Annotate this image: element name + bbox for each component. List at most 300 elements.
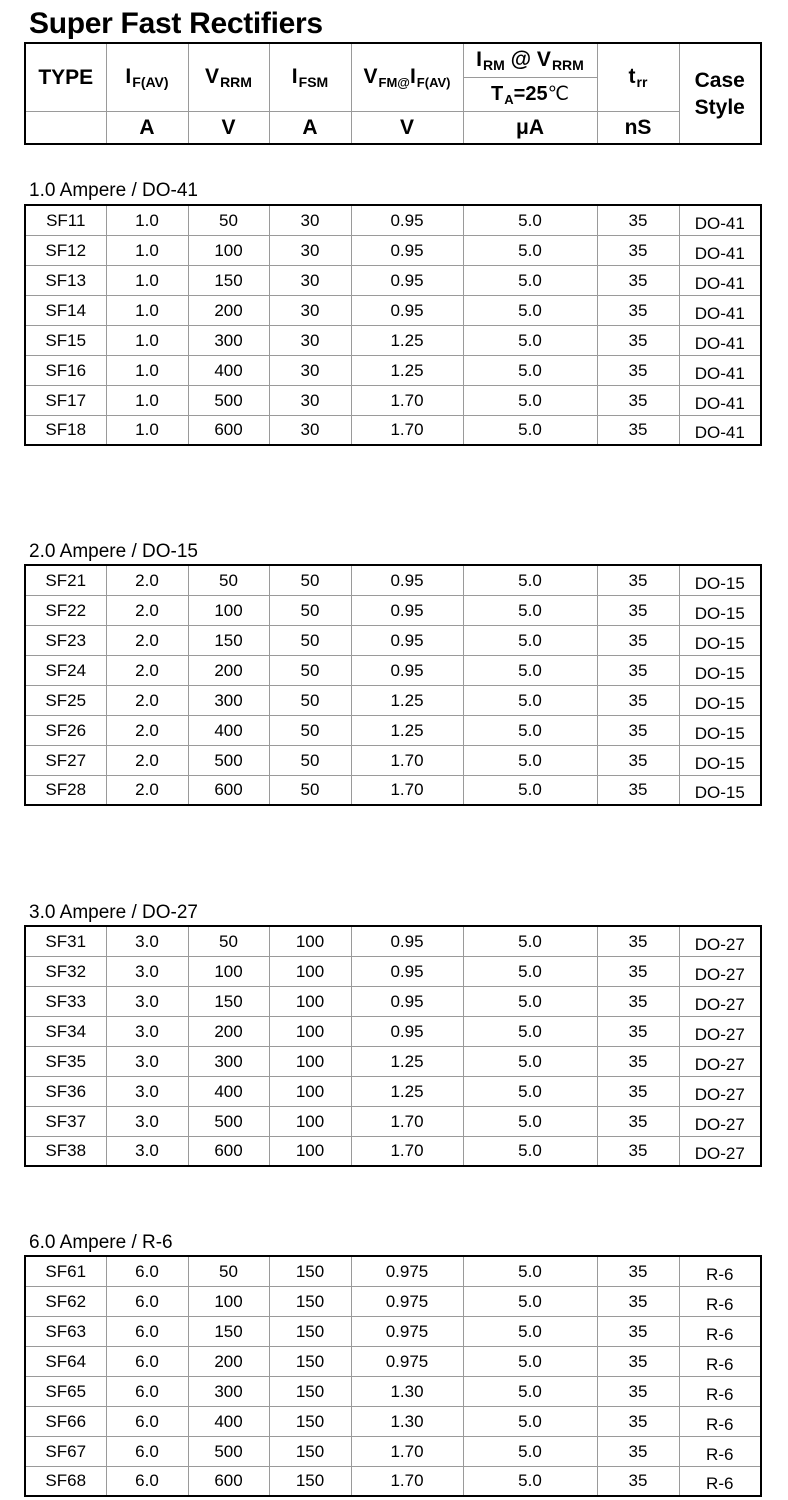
cell-case-style: DO-41	[679, 355, 761, 385]
table-row	[25, 1016, 761, 1046]
cell-case-style: DO-27	[679, 956, 761, 986]
cell-ifsm: 100	[269, 1106, 351, 1136]
unit-vfm: V	[351, 112, 463, 144]
table-row	[25, 235, 761, 265]
cell-trr: 35	[597, 385, 679, 415]
cell-type: SF23	[25, 625, 106, 655]
cell-ifsm: 150	[269, 1466, 351, 1496]
cell-type: SF15	[25, 325, 106, 355]
cell-vrrm: 200	[188, 295, 269, 325]
cell-case-style: DO-27	[679, 1016, 761, 1046]
cell-trr: 35	[597, 1136, 679, 1166]
cell-if-av: 3.0	[106, 1016, 188, 1046]
cell-ifsm: 30	[269, 295, 351, 325]
cell-case-style: R-6	[679, 1406, 761, 1436]
cell-case-style: DO-15	[679, 715, 761, 745]
cell-type: SF65	[25, 1376, 106, 1406]
table-row	[25, 565, 761, 595]
table-row	[25, 926, 761, 956]
cell-type: SF62	[25, 1286, 106, 1316]
cell-if-av: 6.0	[106, 1406, 188, 1436]
section-label: 1.0 Ampere / DO-41	[29, 180, 198, 201]
table-row	[25, 415, 761, 445]
table-row	[25, 325, 761, 355]
cell-vfm: 1.70	[351, 1136, 463, 1166]
cell-type: SF24	[25, 655, 106, 685]
cell-if-av: 1.0	[106, 355, 188, 385]
cell-vfm: 0.975	[351, 1286, 463, 1316]
cell-vfm: 0.95	[351, 655, 463, 685]
cell-vfm: 1.25	[351, 1076, 463, 1106]
table-row	[25, 655, 761, 685]
page-title: Super Fast Rectifiers	[29, 7, 323, 40]
cell-type: SF38	[25, 1136, 106, 1166]
cell-case-style: DO-41	[679, 415, 761, 445]
cell-vfm: 1.70	[351, 745, 463, 775]
cell-vrrm: 100	[188, 956, 269, 986]
table-row	[25, 595, 761, 625]
col-header-vfm: $V_{FM@}I_{F(AV)}$	[351, 43, 463, 112]
cell-irm: 5.0	[463, 1406, 597, 1436]
cell-trr: 35	[597, 775, 679, 805]
cell-vrrm: 150	[188, 265, 269, 295]
cell-irm: 5.0	[463, 775, 597, 805]
cell-if-av: 2.0	[106, 745, 188, 775]
spec-table	[24, 204, 762, 446]
cell-type: SF26	[25, 715, 106, 745]
cell-case-style: DO-15	[679, 565, 761, 595]
cell-vfm: 0.95	[351, 565, 463, 595]
cell-vrrm: 400	[188, 1406, 269, 1436]
cell-trr: 35	[597, 926, 679, 956]
section-label: 6.0 Ampere / R-6	[29, 1232, 173, 1253]
cell-vfm: 0.95	[351, 926, 463, 956]
cell-vfm: 0.95	[351, 265, 463, 295]
cell-trr: 35	[597, 415, 679, 445]
table-row	[25, 385, 761, 415]
cell-ifsm: 30	[269, 355, 351, 385]
cell-case-style: DO-27	[679, 926, 761, 956]
cell-if-av: 3.0	[106, 956, 188, 986]
cell-case-style: DO-15	[679, 745, 761, 775]
cell-vrrm: 50	[188, 205, 269, 235]
cell-vfm: 1.30	[351, 1376, 463, 1406]
cell-vfm: 1.30	[351, 1406, 463, 1436]
table-row	[25, 1436, 761, 1466]
cell-if-av: 1.0	[106, 415, 188, 445]
cell-vrrm: 600	[188, 775, 269, 805]
cell-vrrm: 300	[188, 685, 269, 715]
cell-vrrm: 200	[188, 655, 269, 685]
cell-vrrm: 500	[188, 1106, 269, 1136]
cell-trr: 35	[597, 295, 679, 325]
cell-trr: 35	[597, 1106, 679, 1136]
cell-vfm: 1.25	[351, 325, 463, 355]
cell-case-style: DO-41	[679, 205, 761, 235]
cell-irm: 5.0	[463, 1286, 597, 1316]
cell-irm: 5.0	[463, 986, 597, 1016]
table-row	[25, 1286, 761, 1316]
cell-trr: 35	[597, 1406, 679, 1436]
cell-type: SF22	[25, 595, 106, 625]
table-row	[25, 1406, 761, 1436]
cell-ifsm: 50	[269, 565, 351, 595]
cell-irm: 5.0	[463, 595, 597, 625]
cell-case-style: DO-41	[679, 235, 761, 265]
cell-vfm: 0.975	[351, 1346, 463, 1376]
cell-if-av: 2.0	[106, 715, 188, 745]
cell-type: SF27	[25, 745, 106, 775]
cell-vrrm: 300	[188, 1046, 269, 1076]
cell-case-style: DO-41	[679, 265, 761, 295]
col-header-if-av: $I_{F(AV)}$	[106, 43, 188, 112]
cell-ifsm: 150	[269, 1316, 351, 1346]
col-header-ta: $T_A=25℃$	[463, 77, 597, 111]
cell-if-av: 6.0	[106, 1346, 188, 1376]
cell-vfm: 0.95	[351, 205, 463, 235]
cell-case-style: DO-27	[679, 1136, 761, 1166]
cell-trr: 35	[597, 625, 679, 655]
table-row	[25, 1376, 761, 1406]
cell-irm: 5.0	[463, 205, 597, 235]
cell-irm: 5.0	[463, 655, 597, 685]
cell-ifsm: 100	[269, 1136, 351, 1166]
spec-table	[24, 1255, 762, 1497]
cell-ifsm: 50	[269, 685, 351, 715]
cell-type: SF32	[25, 956, 106, 986]
cell-trr: 35	[597, 1046, 679, 1076]
cell-trr: 35	[597, 986, 679, 1016]
cell-trr: 35	[597, 1016, 679, 1046]
cell-if-av: 6.0	[106, 1256, 188, 1286]
cell-ifsm: 50	[269, 595, 351, 625]
cell-irm: 5.0	[463, 295, 597, 325]
cell-vrrm: 400	[188, 715, 269, 745]
cell-irm: 5.0	[463, 685, 597, 715]
spec-header-table	[24, 42, 762, 145]
cell-trr: 35	[597, 1076, 679, 1106]
cell-if-av: 1.0	[106, 265, 188, 295]
col-header-type: TYPE	[25, 43, 106, 112]
cell-if-av: 2.0	[106, 565, 188, 595]
col-header-ifsm: $I_{FSM}$	[269, 43, 351, 112]
cell-case-style: R-6	[679, 1436, 761, 1466]
cell-trr: 35	[597, 1256, 679, 1286]
cell-vrrm: 200	[188, 1016, 269, 1046]
cell-trr: 35	[597, 685, 679, 715]
cell-irm: 5.0	[463, 1256, 597, 1286]
cell-case-style: R-6	[679, 1286, 761, 1316]
cell-vrrm: 600	[188, 1466, 269, 1496]
col-header-case-style: Case Style	[679, 43, 761, 144]
cell-type: SF63	[25, 1316, 106, 1346]
cell-trr: 35	[597, 325, 679, 355]
cell-if-av: 3.0	[106, 926, 188, 956]
section-label: 3.0 Ampere / DO-27	[29, 902, 198, 923]
cell-irm: 5.0	[463, 1016, 597, 1046]
cell-type: SF28	[25, 775, 106, 805]
cell-type: SF64	[25, 1346, 106, 1376]
cell-trr: 35	[597, 1376, 679, 1406]
cell-type: SF37	[25, 1106, 106, 1136]
cell-irm: 5.0	[463, 1346, 597, 1376]
cell-vfm: 1.70	[351, 1466, 463, 1496]
table-row	[25, 295, 761, 325]
cell-case-style: DO-27	[679, 1046, 761, 1076]
col-header-irm: $I_{RM}$ @ $V_{RRM}$	[463, 43, 597, 77]
cell-type: SF21	[25, 565, 106, 595]
cell-trr: 35	[597, 1436, 679, 1466]
cell-vfm: 0.95	[351, 956, 463, 986]
cell-case-style: R-6	[679, 1466, 761, 1496]
table-row	[25, 265, 761, 295]
col-header-vrrm: $V_{RRM}$	[188, 43, 269, 112]
cell-if-av: 6.0	[106, 1436, 188, 1466]
table-row	[25, 956, 761, 986]
cell-if-av: 1.0	[106, 325, 188, 355]
cell-case-style: DO-27	[679, 1076, 761, 1106]
cell-irm: 5.0	[463, 1136, 597, 1166]
table-row	[25, 1316, 761, 1346]
cell-ifsm: 30	[269, 265, 351, 295]
table-row	[25, 1076, 761, 1106]
cell-vrrm: 50	[188, 1256, 269, 1286]
cell-vfm: 0.95	[351, 625, 463, 655]
cell-irm: 5.0	[463, 1076, 597, 1106]
cell-if-av: 3.0	[106, 1136, 188, 1166]
cell-case-style: DO-27	[679, 986, 761, 1016]
cell-ifsm: 100	[269, 1016, 351, 1046]
cell-irm: 5.0	[463, 956, 597, 986]
cell-vrrm: 400	[188, 1076, 269, 1106]
cell-type: SF11	[25, 205, 106, 235]
cell-ifsm: 30	[269, 325, 351, 355]
cell-case-style: R-6	[679, 1316, 761, 1346]
cell-type: SF14	[25, 295, 106, 325]
cell-vrrm: 100	[188, 595, 269, 625]
cell-type: SF68	[25, 1466, 106, 1496]
cell-type: SF33	[25, 986, 106, 1016]
cell-ifsm: 50	[269, 715, 351, 745]
cell-type: SF25	[25, 685, 106, 715]
cell-trr: 35	[597, 956, 679, 986]
cell-vfm: 0.95	[351, 295, 463, 325]
cell-type: SF17	[25, 385, 106, 415]
cell-vfm: 1.25	[351, 1046, 463, 1076]
cell-vrrm: 500	[188, 745, 269, 775]
cell-case-style: DO-15	[679, 595, 761, 625]
cell-trr: 35	[597, 205, 679, 235]
spec-table	[24, 564, 762, 806]
table-row	[25, 1256, 761, 1286]
cell-vfm: 1.70	[351, 415, 463, 445]
cell-vrrm: 150	[188, 986, 269, 1016]
cell-vfm: 1.25	[351, 715, 463, 745]
cell-vrrm: 200	[188, 1346, 269, 1376]
table-row	[25, 1046, 761, 1076]
table-row	[25, 205, 761, 235]
cell-trr: 35	[597, 745, 679, 775]
table-row	[25, 775, 761, 805]
cell-ifsm: 30	[269, 415, 351, 445]
cell-trr: 35	[597, 1346, 679, 1376]
unit-trr: nS	[597, 112, 679, 144]
cell-trr: 35	[597, 1316, 679, 1346]
cell-type: SF36	[25, 1076, 106, 1106]
cell-if-av: 2.0	[106, 655, 188, 685]
cell-irm: 5.0	[463, 745, 597, 775]
cell-vrrm: 150	[188, 625, 269, 655]
cell-type: SF13	[25, 265, 106, 295]
cell-case-style: DO-41	[679, 385, 761, 415]
section-label: 2.0 Ampere / DO-15	[29, 541, 198, 562]
cell-ifsm: 50	[269, 625, 351, 655]
cell-type: SF35	[25, 1046, 106, 1076]
cell-type: SF12	[25, 235, 106, 265]
cell-vfm: 1.25	[351, 685, 463, 715]
cell-if-av: 3.0	[106, 1106, 188, 1136]
cell-trr: 35	[597, 265, 679, 295]
cell-case-style: DO-27	[679, 1106, 761, 1136]
cell-vrrm: 100	[188, 1286, 269, 1316]
cell-case-style: DO-15	[679, 775, 761, 805]
cell-ifsm: 50	[269, 775, 351, 805]
cell-ifsm: 150	[269, 1406, 351, 1436]
table-row	[25, 745, 761, 775]
unit-if-av: A	[106, 112, 188, 144]
cell-if-av: 1.0	[106, 295, 188, 325]
cell-trr: 35	[597, 235, 679, 265]
cell-if-av: 2.0	[106, 775, 188, 805]
cell-vfm: 0.95	[351, 235, 463, 265]
cell-if-av: 1.0	[106, 235, 188, 265]
cell-vfm: 0.95	[351, 1016, 463, 1046]
cell-vfm: 0.95	[351, 595, 463, 625]
cell-ifsm: 30	[269, 385, 351, 415]
cell-vrrm: 150	[188, 1316, 269, 1346]
cell-type: SF16	[25, 355, 106, 385]
cell-irm: 5.0	[463, 1106, 597, 1136]
cell-ifsm: 150	[269, 1256, 351, 1286]
cell-ifsm: 100	[269, 986, 351, 1016]
cell-ifsm: 30	[269, 235, 351, 265]
table-row	[25, 625, 761, 655]
cell-irm: 5.0	[463, 235, 597, 265]
cell-vrrm: 50	[188, 926, 269, 956]
cell-trr: 35	[597, 655, 679, 685]
cell-vfm: 1.70	[351, 775, 463, 805]
cell-vrrm: 100	[188, 235, 269, 265]
cell-irm: 5.0	[463, 625, 597, 655]
cell-irm: 5.0	[463, 355, 597, 385]
cell-irm: 5.0	[463, 926, 597, 956]
spec-table	[24, 925, 762, 1167]
cell-if-av: 6.0	[106, 1376, 188, 1406]
table-row	[25, 1346, 761, 1376]
cell-case-style: DO-15	[679, 655, 761, 685]
cell-case-style: R-6	[679, 1346, 761, 1376]
cell-trr: 35	[597, 1466, 679, 1496]
cell-vfm: 0.975	[351, 1316, 463, 1346]
table-row	[25, 1136, 761, 1166]
cell-if-av: 1.0	[106, 385, 188, 415]
cell-ifsm: 150	[269, 1286, 351, 1316]
cell-if-av: 6.0	[106, 1466, 188, 1496]
cell-case-style: DO-41	[679, 325, 761, 355]
cell-vrrm: 300	[188, 1376, 269, 1406]
cell-type: SF61	[25, 1256, 106, 1286]
cell-vfm: 1.70	[351, 385, 463, 415]
cell-ifsm: 100	[269, 1046, 351, 1076]
cell-ifsm: 100	[269, 1076, 351, 1106]
cell-vrrm: 300	[188, 325, 269, 355]
cell-vrrm: 600	[188, 415, 269, 445]
cell-irm: 5.0	[463, 1046, 597, 1076]
cell-if-av: 3.0	[106, 1046, 188, 1076]
cell-ifsm: 150	[269, 1346, 351, 1376]
cell-if-av: 2.0	[106, 595, 188, 625]
cell-case-style: R-6	[679, 1256, 761, 1286]
unit-irm: μA	[463, 112, 597, 144]
cell-vfm: 1.25	[351, 355, 463, 385]
col-header-trr: $t_{rr}$	[597, 43, 679, 112]
cell-if-av: 3.0	[106, 986, 188, 1016]
cell-if-av: 6.0	[106, 1286, 188, 1316]
cell-if-av: 3.0	[106, 1076, 188, 1106]
cell-irm: 5.0	[463, 1436, 597, 1466]
cell-case-style: DO-15	[679, 625, 761, 655]
cell-ifsm: 50	[269, 745, 351, 775]
cell-vrrm: 500	[188, 385, 269, 415]
cell-type: SF66	[25, 1406, 106, 1436]
cell-type: SF67	[25, 1436, 106, 1466]
cell-ifsm: 100	[269, 926, 351, 956]
table-row	[25, 355, 761, 385]
unit-vrrm: V	[188, 112, 269, 144]
table-row	[25, 1106, 761, 1136]
cell-trr: 35	[597, 715, 679, 745]
cell-irm: 5.0	[463, 325, 597, 355]
cell-vfm: 0.95	[351, 986, 463, 1016]
cell-trr: 35	[597, 595, 679, 625]
table-row	[25, 1466, 761, 1496]
cell-irm: 5.0	[463, 1376, 597, 1406]
cell-irm: 5.0	[463, 385, 597, 415]
cell-irm: 5.0	[463, 715, 597, 745]
cell-vrrm: 400	[188, 355, 269, 385]
cell-ifsm: 30	[269, 205, 351, 235]
cell-irm: 5.0	[463, 1466, 597, 1496]
table-row	[25, 986, 761, 1016]
cell-trr: 35	[597, 355, 679, 385]
cell-irm: 5.0	[463, 415, 597, 445]
cell-vfm: 0.975	[351, 1256, 463, 1286]
cell-vrrm: 50	[188, 565, 269, 595]
cell-vrrm: 500	[188, 1436, 269, 1466]
cell-case-style: DO-41	[679, 295, 761, 325]
cell-ifsm: 150	[269, 1436, 351, 1466]
col-header-type-unit	[25, 112, 106, 144]
table-row	[25, 685, 761, 715]
cell-vfm: 1.70	[351, 1436, 463, 1466]
cell-type: SF34	[25, 1016, 106, 1046]
cell-case-style: R-6	[679, 1376, 761, 1406]
cell-irm: 5.0	[463, 265, 597, 295]
table-row	[25, 715, 761, 745]
cell-ifsm: 50	[269, 655, 351, 685]
cell-type: SF18	[25, 415, 106, 445]
cell-case-style: DO-15	[679, 685, 761, 715]
